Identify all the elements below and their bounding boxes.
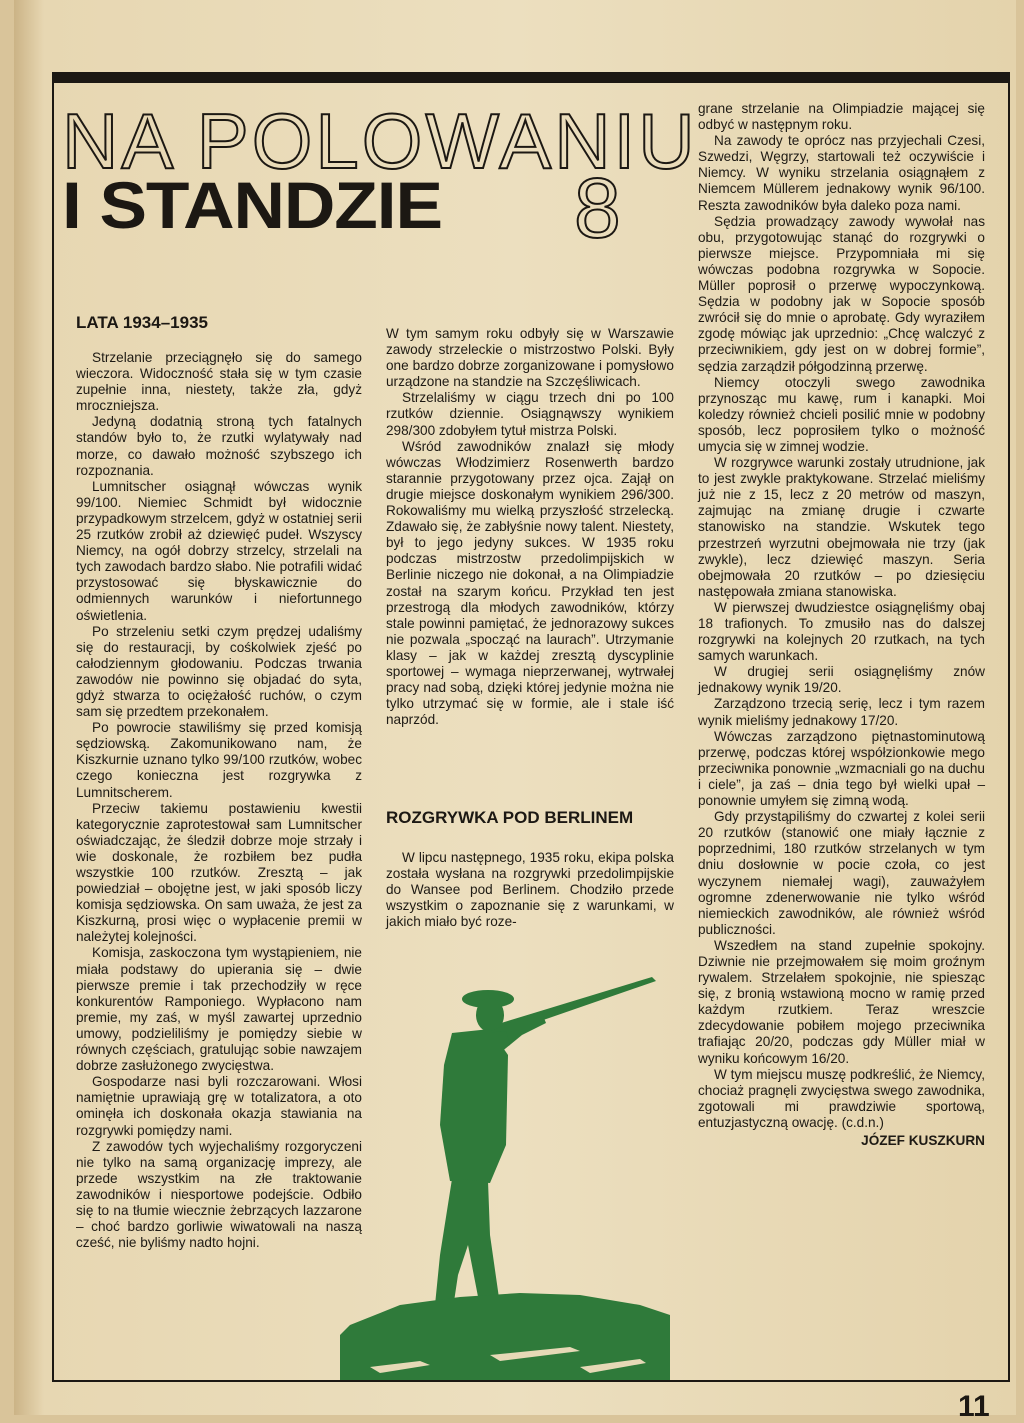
paragraph: Wówczas zarządzono piętnastominutową przerwę, podczas której współzionkowie mego przeciwnika ponownie „wzmacniali go na duchu i ciele”, ja zaś – dnia tego był wielki upał – ponownie umyłem się zimną wodą. (698, 728, 985, 809)
paragraph: Strzelaliśmy w ciągu trzech dni po 100 rzutków dziennie. Osiągnąwszy wynikiem 298/300 zdobyłem tytuł mistrza Polski. (386, 390, 674, 438)
article-column-1 (76, 350, 362, 1251)
paragraph: Niemcy otoczyli swego zawodnika przynosząc mu kawę, rum i kanapki. Moi koledzy również chcieli posilić mnie w podobny sposób, lecz poprosiłem tylko o możność umycia się w zimnej wodzie. (698, 374, 985, 454)
section-heading-1934: LATA 1934–1935 (76, 313, 208, 332)
paragraph: W drugiej serii osiągnęliśmy znów jednakowy wynik 19/20. (698, 664, 985, 696)
paragraph: Sędzia prowadzący zawody wywołał nas obu, przygotowując stanąć do rozgrywki o pierwsze miejsce. Przypomniała mi się wówczas podobna rozgrywka w Sopocie. Müller poprosił o przerwę wypoczynkową. Sędzia w podobny jak w Sopocie sposób zwrócił się do mnie o aprobatę. Gdy wyraziłem zgodę mówiąc jak uprzednio: „Chcę walczyć z przeciwnikiem, gdy jest on w dobrej formie”, sędzia zarządził półgodzinną przerwę. (698, 213, 985, 374)
article-column-3 (698, 101, 985, 1149)
paragraph: Przeciw takiemu postawieniu kwestii kategorycznie zaprotestował sam Lumnitscher oświadczając, że śledził dobrze moje strzały i wie doskonale, że rozbiłem bez pudła wszystkie 100 rzutków. Zresztą – jak powiedział – obojętne jest, w jaki sposób liczy komisja sędziowska. On sam uważa, że jest za Kiszkurną, prosi więc o wypłacenie premii w należytej kolejności. (76, 800, 362, 945)
paragraph: W tym samym roku odbyły się w Warszawie zawody strzeleckie o mistrzostwo Polski. Były one bardzo dobrze zorganizowane i pomysłowo urządzone na standzie na Szczęśliwicach. (386, 326, 674, 390)
paragraph: Na zawody te oprócz nas przyjechali Czesi, Szwedzi, Węgrzy, startowali też oczywiście i Niemcy. W wyniku strzelania osiągnąłem z Niemcem Müllerem jednakowy wynik 96/100. Reszta zawodników była daleko poza nami. (698, 133, 985, 213)
paragraph: Gospodarze nasi byli rozczarowani. Włosi namiętnie uprawiają grę w totalizatora, a oto ominęła ich doskonała okazja stawiania na rozgrywki pomiędzy nami. (76, 1074, 362, 1138)
title-line-1: NA POLOWANIU (62, 97, 698, 185)
paragraph: Gdy przystąpiliśmy do czwartej z kolei serii 20 rzutków (stanowić one miały łącznie z poprzednimi, 180 rzutków strzelanych w tym dniu dosłownie w pocie czoła, co jest wyczynem niemałej wagi), zauważyłem ogromne zdenerwowanie nie tylko wśród niemieckich zawodników, ale również wśród publiczności. (698, 809, 985, 937)
paragraph: W pierwszej dwudziestce osiągnęliśmy obaj 18 trafionych. To zmusiło nas do dalszej rozgrywki na kolejnych 20 rzutkach, na tych samych warunkach. (698, 599, 985, 664)
author-signature: JÓZEF KUSZKURN (861, 1133, 985, 1148)
hunter-illustration (340, 975, 670, 1380)
paragraph: Wszedłem na stand zupełnie spokojny. Dziwnie nie przejmowałem się moim groźnym rywalem. Strzelałem spokojnie, nie spiesząc się, z bronią wstawioną mocno w ramię przed każdym rzutkiem. Teraz wreszcie zdecydowanie pobiłem mojego przeciwnika trafiając 20/20, podczas gdy Müller miał w wyniku końcowym 16/20. (698, 937, 985, 1066)
paragraph: W lipcu następnego, 1935 roku, ekipa polska została wysłana na rozgrywki przedolimpijskie do Wansee pod Berlinem. Chodziło przede wszystkim o zapoznanie się z warunkami, w jakich miało być roze- (386, 850, 674, 930)
paragraph: Lumnitscher osiągnął wówczas wynik 99/100. Niemiec Schmidt był widocznie przypadkowym strzelcem, gdyż w ostatniej serii 25 rzutków zrobił aż dziewięć pudeł. Wszyscy Niemcy, na ogół dobrzy strzelcy, strzelali na tych zawodach bardzo słabo. Nie potrafili widać przystosować się błyskawicznie do odmiennych warunków i niefortunnego oświetlenia. (76, 478, 362, 623)
paragraph: W tym miejscu muszę podkreślić, że Niemcy, chociaż pragnęli zwycięstwa swego zawodnika, zgotowali mi prawdziwie sportową, entuzjastyczną owację. (c.d.n.) (698, 1066, 985, 1130)
paragraph: Komisja, zaskoczona tym wystąpieniem, nie miała podstawy do upierania się – dwie pierwsze premie i tak przechodziły w ręce konkurentów Ramponiego. Wypłacono nam premie, my zaś, w myśl zawartej uprzednio umowy, podzieliliśmy je pomiędzy siebie w równych częściach, gratulując sobie nawzajem dobrze zasłużonego zwycięstwa. (76, 945, 362, 1074)
paragraph: Zarządzono trzecią serię, lecz i tym razem wynik mieliśmy jednakowy 17/20. (698, 696, 985, 728)
section-heading-berlin: ROZGRYWKA POD BERLINEM (386, 808, 634, 827)
paragraph: grane strzelanie na Olimpiadzie mającej się odbyć w następnym roku. (698, 101, 985, 133)
issue-number: 8 (574, 161, 621, 255)
page-number: 11 (958, 1390, 990, 1423)
article-column-2-top (386, 326, 674, 728)
paragraph: Jedyną dodatnią stroną tych fatalnych standów było to, że rzutki wylatywały nad morze, co dawało możność szybszego ich rozpoznania. (76, 414, 362, 478)
paragraph: Wśród zawodników znalazł się młody wówczas Włodzimierz Rosenwerth bardzo starannie przygotowany przez ojca. Zajął on drugie miejsce doskonałym wynikiem 296/300. Rokowaliśmy mu wielką przyszłość strzelecką. Zdawało się, że zabłyśnie nowy talent. Niestety, był to jego jedyny sukces. W 1935 roku podczas mistrzostw przedolimpijskich w Berlinie niczego nie dokonał, a na Olimpiadzie został na szarym końcu. Przykład ten jest przestrogą dla młodych zawodników, którzy stale powinni pamiętać, że jednorazowy sukces nie pozwala „spocząć na laurach”. Utrzymanie klasy – jak w każdej zresztą dyscyplinie sportowej – wymaga nieprzerwanej, wytrwałej pracy nad sobą, dzięki której jedynie można nie tylko utrzymać się w formie, ale i stale iść naprzód. (386, 438, 674, 728)
paragraph: W rozgrywce warunki zostały utrudnione, jak to jest zwykle praktykowane. Strzelać mieliśmy już nie z 15, lecz z 20 metrów od maszyn, zajmując na zmianę drugie i czwarte stanowisko na standzie. Wskutek tego przestrzeń wyrzutni obejmowała nie trzy (jak zwykle), lecz dziewięć maszyn. Seria obejmowała 20 rzutków – po dziesięciu następowała zmiana stanowiska. (698, 455, 985, 599)
paragraph: Po strzeleniu setki czym prędzej udaliśmy się do restauracji, by cośkolwiek zjeść po całodziennym głodowaniu. Podczas trwania zawodów nie powinno się objadać do syta, gdyż stwarza to ociężałość ruchów, o czym sam się przedtem przekonałem. (76, 623, 362, 720)
paragraph: Z zawodów tych wyjechaliśmy rozgoryczeni nie tylko na samą organizację imprezy, ale przede wszystkim na złe traktowanie zawodników i niesportowe podejście. Odbiło się to na tłumie wiecznie żebrzących lazzarone – choć bardzo gorliwie wiwatowali na naszą cześć, nie byliśmy nadto hojni. (76, 1138, 362, 1251)
paragraph: Po powrocie stawiliśmy się przed komisją sędziowską. Zakomunikowano nam, że Kiszkurnie uznano tylko 99/100 rzutków, wobec czego konieczna jest rozgrywka z Lumnitscherem. (76, 720, 362, 800)
paragraph: Strzelanie przeciągnęło się do samego wieczora. Widoczność stała się w tym czasie zupełnie inna, niestety, także zła, gdyż mroczniejsza. (76, 350, 362, 414)
title-line-2: I STANDZIE (62, 168, 442, 242)
article-column-2-bottom (386, 850, 674, 930)
